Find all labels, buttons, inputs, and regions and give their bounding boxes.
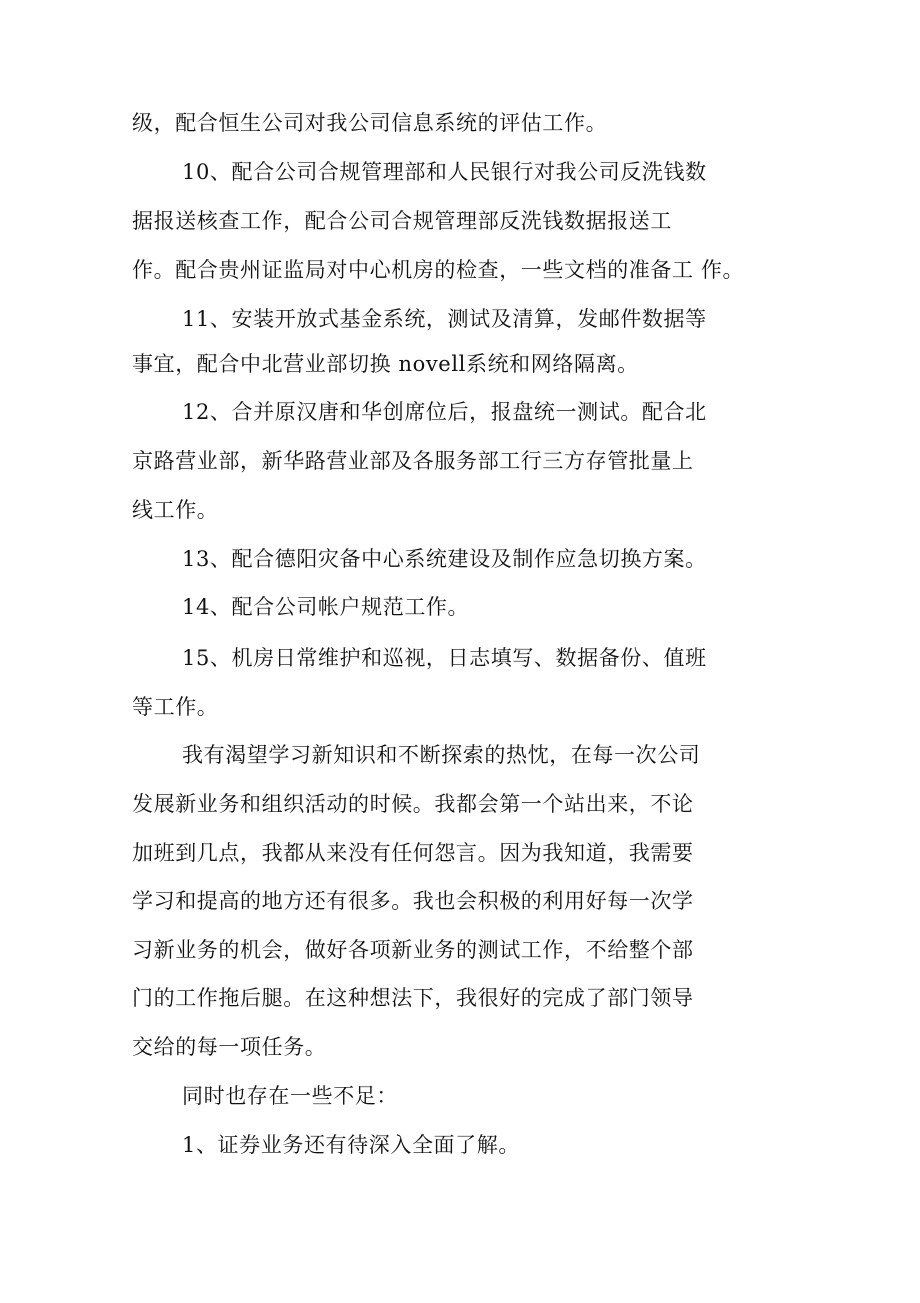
text-line: 事宜，配合中北营业部切换 novell系统和网络隔离。: [132, 352, 639, 376]
text-line: 习新业务的机会，做好各项新业务的测试工作，不给整个部: [132, 938, 694, 962]
text-line: 作。配合贵州证监局对中心机房的检查，一些文档的准备工 作。: [132, 258, 745, 282]
text-line: 京路营业部，新华路营业部及各服务部工行三方存管批量上: [132, 449, 694, 473]
text-line: 14、配合公司帐户规范工作。: [182, 595, 470, 619]
text-line: 10、配合公司合规管理部和人民银行对我公司反洗钱数: [182, 160, 707, 184]
text-line: 1、证券业务还有待深入全面了解。: [182, 1133, 520, 1157]
text-line: 据报送核查工作，配合公司合规管理部反洗钱数据报送工: [132, 209, 672, 233]
text-line: 11、安装开放式基金系统，测试及清算，发邮件数据等: [182, 307, 707, 331]
text-line: 发展新业务和组织活动的时候。我都会第一个站出来，不论: [132, 792, 694, 816]
text-line: 学习和提高的地方还有很多。我也会积极的利用好每一次学: [132, 889, 694, 913]
text-line: 12、合并原汉唐和华创席位后，报盘统一测试。配合北: [182, 400, 707, 424]
text-line: 门的工作拖后腿。在这种想法下，我很好的完成了部门领导: [132, 986, 694, 1010]
text-line: 等工作。: [132, 695, 219, 719]
text-line: 13、配合德阳灾备中心系统建设及制作应急切换方案。: [182, 547, 707, 571]
text-line: 级，配合恒生公司对我公司信息系统的评估工作。: [132, 111, 608, 135]
text-line: 加班到几点，我都从来没有任何怨言。因为我知道，我需要: [132, 841, 694, 865]
text-line: 交给的每一项任务。: [132, 1035, 327, 1059]
text-line: 线工作。: [132, 498, 219, 522]
text-line: 同时也存在一些不足：: [182, 1084, 398, 1108]
text-line: 我有渴望学习新知识和不断探索的热忱，在每一次公司: [182, 743, 701, 767]
text-line: 15、机房日常维护和巡视，日志填写、数据备份、值班: [182, 646, 707, 670]
